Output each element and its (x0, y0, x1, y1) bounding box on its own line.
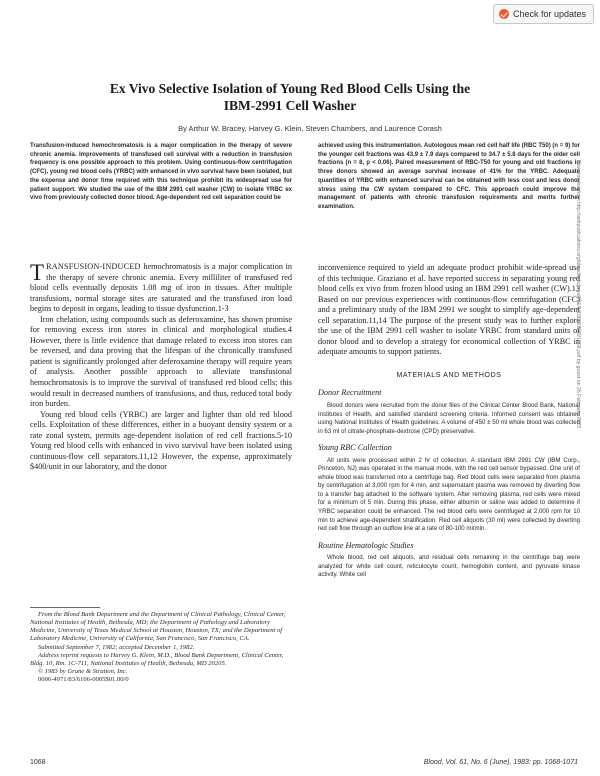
lead-caps: RANSFUSION-INDUCED (46, 262, 141, 271)
check-for-updates-button[interactable] (493, 4, 594, 24)
body-column-right (318, 263, 580, 580)
footnote-code: 0006-4971/83/6106-0005$01.00/0 (38, 676, 129, 684)
methods-paragraph: Blood donors were recruited from the donor files of the Clinical Center Blood Bank, National Institutes of Health, and satisfied standard screening criteria. Informed consent was obtained using National Institutes of Health guidelines. A volume of 450 ± 50 ml whole blood was collected in 63 ml of citrate-phosphate-dextrose (CPD) preservative. (318, 402, 580, 435)
intro-text: hemochromatosis is a major complication in the therapy of severe chronic anemia. Every milliliter of transfused red blood cells eventually deposits 1.08 mg of iron in tissues. After multiple transfusions, normal storage sites are saturated and the transfused iron load begins to deposit in organs, leading to tissue dysfunction.1-3 (30, 262, 293, 314)
author-line: By Arthur W. Bracey, Harvey G. Klein, Steven Chambers, and Laurence Corash (178, 124, 442, 133)
subheading-young-rbc: Young RBC Collection (318, 443, 392, 453)
subheading-routine: Routine Hematologic Studies (318, 540, 414, 550)
article-title (60, 80, 520, 114)
footnote-divider (30, 607, 100, 608)
section-heading: MATERIALS AND METHODS (396, 371, 502, 379)
footnote-affiliation: From the Blood Bank Department and the Department of Clinical Pathology, Clinical Center, National Institutes of Health, Bethesda, MD; the Department of Pathology and Laboratory Medicine, University of Texas Medical School at Houston, Houston, TX; and the Department of Laboratory Medicine, University of California, San Francisco, San Francisco, CA. (30, 611, 286, 643)
body-paragraph: Iron chelation, using compounds such as deferoxamine, has shown promise for removing excess iron stores in clinical and morphological studies.4 However, there is little evidence that damage related to excess iron stores can be reversed, and data proving that the lifespan of the chronically transfused patient is significantly prolonged after deferoxamine therapy will require years of analysis. Another possible approach to alleviate transfusional hemochromatosis is to improve the survival of transfused red blood cells; this would result in decreased numbers of transfusions, and thus, reduced total body iron burden. (30, 314, 292, 409)
abstract-right: achieved using this instrumentation. Autologous mean red cell half life (RBC T50) (n = 9) for the younger cell fractions was 43.9 ± 7.9 days compared to 34.7 ± 5.8 days for the older cell fractions (n = 8, p < 0.06). Paired measurement of RBC-T50 for young and old fractions in three donors showed an average survival increase of 41% for the YRBC. Adequate quantities of YRBC with enhanced survival can be obtained with less cost and less donor stress using the CW system compared to CFC. This approach could improve the management of patients with chronic transfusion requirements and merits further examination. (318, 143, 580, 210)
footnotes (30, 611, 292, 684)
journal-citation: Blood, Vol. 61, No. 6 (June), 1983: pp. 1068-1071 (423, 759, 578, 766)
drop-cap: T (30, 260, 45, 285)
footnote-submitted: Submitted September 7, 1982; accepted December 1, 1982. (38, 643, 195, 651)
body-column-left (30, 262, 292, 473)
methods-paragraph: Whole blood, red cell aliquots, and residual cells remaining in the centrifuge bag were analyzed for white cell count, reticulocyte count, hemoglobin content, and pyruvate kinase activity. White cell (318, 554, 580, 579)
footnote-copyright: © 1983 by Grune & Stratton, Inc. (38, 668, 128, 676)
title-line-1: Ex Vivo Selective Isolation of Young Red Blood Cells Using the (109, 81, 471, 96)
check-for-updates-label: Check for updates (512, 9, 586, 19)
body-paragraph: Young red blood cells (YRBC) are larger and lighter than old red blood cells. Exploitation of these differences, either in a buoyant density system or a rate zonal system, permits age-dependent isolation of red cell fractions.5-10 Young red blood cells with enhanced in vivo survival have been isolated using continuous-flow cell separators.11,12 However, the expense, approximately $400/unit in our laboratory, and the donor (30, 409, 292, 472)
body-paragraph: inconvenience required to yield an adequate product prohibit wide-spread use of this technique. Graziano et al. have reported success in separating young red blood cells ex vivo from frozen blood using an IBM 2991 cell washer (CW).13 Based on our previous experiences with continuous-flow centrifugation (CFC) and a preliminary study of the IBM 2991 we sought to simplify age-dependent cell separation.11,14 The purpose of the present study was to further explore the use of the IBM 2991 cell washer to isolate YRBC from standard units of donor blood and to develop a strategy for economical collection of YRBC in adequate amounts to support patients. (318, 263, 580, 357)
abstract-left: Transfusion-induced hemochromatosis is a major complication in the therapy of severe chronic anemia. Improvements of transfused cell survival with a reduction in transfusion frequency is one possible approach to this problem. Using continuous-flow centrifugation (CFC), young red blood cells (YRBC) with enhanced in vivo survival have been isolated, but the expense and donor time required with this technique prohibit its widespread use for patient support. We studied the use of the IBM 2991 cell washer (CW) to isolate YRBC ex vivo from previously collected donor blood. Age-dependent red cell separation could be (30, 143, 292, 202)
page-number: 1068 (30, 759, 46, 766)
check-badge-icon (499, 9, 509, 19)
subheading-donor: Donor Recruitment (318, 388, 382, 398)
download-margin-note: Downloaded from http://ashpublications.org/blood/article-pdf/61/6/1068/0583/1068.pdf by guest on 26 February 2023 (575, 160, 581, 428)
title-line-2: IBM-2991 Cell Washer (223, 98, 357, 113)
intro-paragraph (30, 262, 292, 315)
footnote-reprints: Address reprint requests to Harvey G. Klein, M.D., Blood Bank Department, Clinical Center, Bldg. 10, Rm. 1C-711, National Institutes of Health, Bethesda, MD 20205. (30, 651, 284, 667)
methods-paragraph: All units were processed within 2 hr of collection. A standard IBM 2991 CW (IBM Corp., Princeton, NJ) was operated in the manual mode, with the red cell sensor bypassed. One unit of whole blood was transferred into a centrifuge bag. Red blood cells were separated from plasma by centrifugation at 3,000 rpm for 4 min, and supernatant plasma was removed by diverting flow to a transfer bag attached to the software system. After removing plasma, red cells were mixed for a minimum of 5 min. During this phase, either albumin or saline was added to determine if YRBC separation could be enhanced. The red blood cells were centrifuged at 2,000 rpm for 10 min to achieve age-dependent stratification. Red cell aliquots (30 ml) were collected by diverting red cell flow through an outflow line at a rate of 80-100 ml/min. (318, 456, 580, 533)
